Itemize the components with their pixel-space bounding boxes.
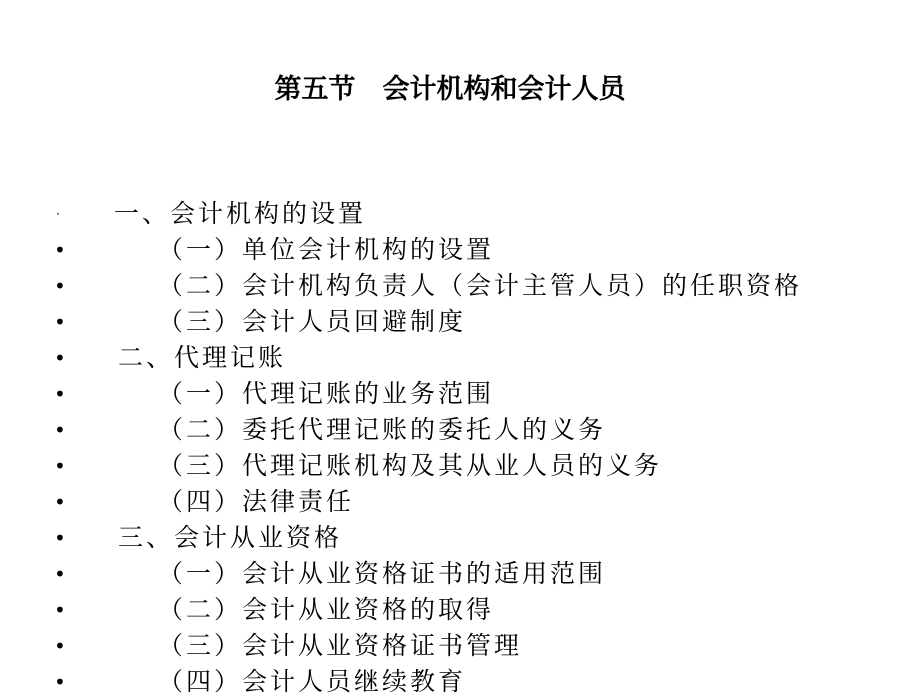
list-item [0, 628, 900, 664]
bullet-marker: • [54, 490, 66, 514]
list-item [0, 592, 900, 628]
bullet-marker: • [54, 382, 66, 406]
bullet-marker: • [54, 562, 66, 586]
bullet-marker: • [54, 634, 66, 658]
outline-heading: 三、会计从业资格 [118, 523, 343, 552]
list-item [0, 196, 900, 232]
list-item [0, 520, 900, 556]
list-item [0, 412, 900, 448]
outline-subitem: （三）会计人员回避制度 [158, 307, 467, 336]
outline-subitem: （三）代理记账机构及其从业人员的义务 [158, 451, 663, 480]
list-item [0, 232, 900, 268]
outline-list [0, 196, 900, 700]
outline-subitem: （四）会计人员继续教育 [158, 667, 467, 696]
list-item [0, 664, 900, 700]
outline-subitem: （二）会计从业资格的取得 [158, 595, 495, 624]
outline-heading: 二、代理记账 [118, 343, 287, 372]
list-item [0, 376, 900, 412]
bullet-marker: • [54, 346, 66, 370]
outline-subitem: （一）会计从业资格证书的适用范围 [158, 559, 607, 588]
list-item [0, 340, 900, 376]
list-item [0, 268, 900, 304]
outline-subitem: （一）代理记账的业务范围 [158, 379, 495, 408]
outline-subitem: （二）会计机构负责人（会计主管人员）的任职资格 [158, 271, 803, 300]
bullet-marker: • [54, 310, 66, 334]
bullet-marker: • [54, 274, 66, 298]
bullet-marker: • [54, 526, 66, 550]
outline-subitem: （三）会计从业资格证书管理 [158, 631, 523, 660]
list-item [0, 556, 900, 592]
bullet-marker: • [54, 598, 66, 622]
slide-title: 第五节 会计机构和会计人员 [274, 74, 626, 105]
outline-subitem: （一）单位会计机构的设置 [158, 235, 495, 264]
bullet-marker: · [56, 207, 60, 221]
bullet-marker: • [54, 670, 66, 694]
outline-subitem: （二）委托代理记账的委托人的义务 [158, 415, 607, 444]
list-item [0, 448, 900, 484]
list-item [0, 484, 900, 520]
bullet-marker: • [54, 418, 66, 442]
bullet-marker: • [54, 454, 66, 478]
bullet-marker: • [54, 238, 66, 262]
outline-subitem: （四）法律责任 [158, 487, 355, 516]
list-item [0, 304, 900, 340]
outline-heading: 一、会计机构的设置 [114, 199, 367, 228]
